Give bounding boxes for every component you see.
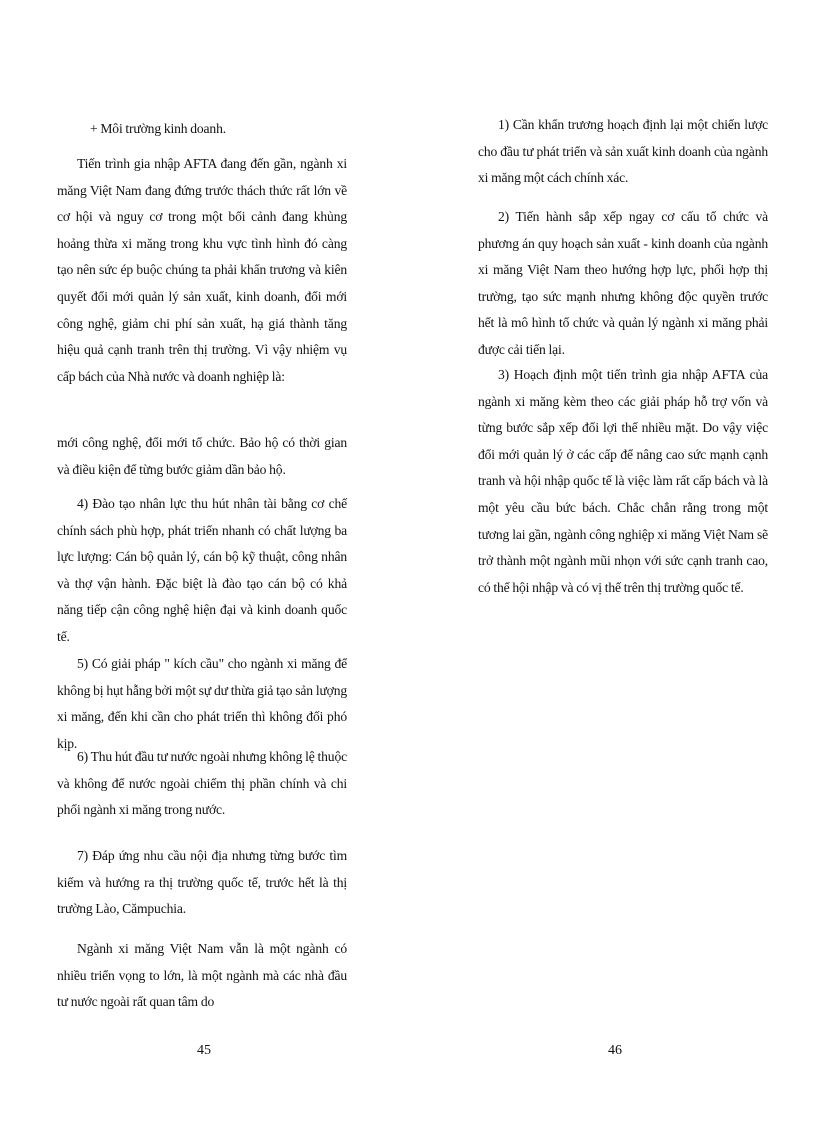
paragraph-afta-intro: Tiến trình gia nhập AFTA đang đến gần, ngành xi măng Việt Nam đang đứng trước thách thức rất lớn về cơ hội và nguy cơ trong một bối cảnh đang khủng hoảng thừa xi măng trong khu vực tình hình đó càng tạo nên sức ép buộc chúng ta phải khẩn trương và kiên quyết đổi mới quản lý sản xuất, kinh doanh, đổi mới công nghệ, giảm chi phí sản xuất, hạ giá thành tăng hiệu quả cạnh tranh trên thị trường. Vì vậy nhiệm vụ cấp bách của Nhà nước và doanh nghiệp là: bbox=[57, 156, 347, 384]
page-number-left: 45 bbox=[197, 1043, 211, 1058]
paragraph-item-7-domestic-demand: 7) Đáp ứng nhu cầu nội địa nhưng từng bước tìm kiếm và hướng ra thị trường quốc tế, trước hết là thị trường Lào, Cămpuchia. bbox=[57, 848, 347, 917]
paragraph-industry-outlook: Ngành xi măng Việt Nam vẫn là một ngành có nhiều triển vọng to lớn, là một ngành mà các nhà đầu tư nước ngoài rất quan tâm do bbox=[57, 941, 347, 1010]
paragraph-item-3-afta-roadmap: 3) Hoạch định một tiến trình gia nhập AFTA của ngành xi măng kèm theo các giải pháp hỗ trợ vốn và từng bước sắp xếp đổi lợi thế nhiều mặt. Do vậy việc đổi mới quản lý ở các cấp để nâng cao sức mạnh cạnh tranh và hội nhập quốc tế là việc làm rất cấp bách và là một yêu cầu bức bách. Chắc chắn rằng trong một tương lai gần, ngành công nghiệp xi măng Việt Nam sẽ trở thành một ngành mũi nhọn với sức cạnh tranh cao, có thể hội nhập và có vị thế trên thị trường quốc tế. bbox=[478, 367, 768, 595]
page-number-right: 46 bbox=[608, 1043, 622, 1058]
paragraph-continuation-protection: mới công nghệ, đổi mới tổ chức. Bảo hộ có thời gian và điều kiện để từng bước giảm dần bảo hộ. bbox=[57, 435, 347, 477]
paragraph-item-1-strategy: 1) Cần khẩn trương hoạch định lại một chiến lược cho đầu tư phát triển và sản xuất kinh doanh của ngành xi măng một cách chính xác. bbox=[478, 117, 768, 186]
section-heading-business-environment: + Môi trường kinh doanh. bbox=[90, 121, 226, 136]
paragraph-item-5-demand-stimulus: 5) Có giải pháp " kích cầu" cho ngành xi măng để không bị hụt hẫng bởi một sự dư thừa giả tạo sản lượng xi măng, đến khi cần cho phát triển thì không đối phó kịp. bbox=[57, 656, 347, 751]
paragraph-item-4-training: 4) Đào tạo nhân lực thu hút nhân tài bằng cơ chế chính sách phù hợp, phát triển nhanh có chất lượng ba lực lượng: Cán bộ quản lý, cán bộ kỹ thuật, công nhân và thợ vận hành. Đặc biệt là đào tạo cán bộ có khả năng tiếp cận công nghệ hiện đại và kinh doanh quốc tế. bbox=[57, 496, 347, 644]
paragraph-item-6-foreign-investment: 6) Thu hút đầu tư nước ngoài nhưng không lệ thuộc và không để nước ngoài chiếm thị phần chính và chi phối ngành xi măng trong nước. bbox=[57, 749, 347, 818]
paragraph-item-2-restructure: 2) Tiến hành sắp xếp ngay cơ cấu tổ chức và phương án quy hoạch sản xuất - kinh doanh của ngành xi măng Việt Nam theo hướng hợp lực, phối hợp thị trường, tạo sức mạnh nhưng không độc quyền trước hết là mô hình tổ chức và quản lý ngành xi măng phải được cải tiến lại. bbox=[478, 209, 768, 357]
